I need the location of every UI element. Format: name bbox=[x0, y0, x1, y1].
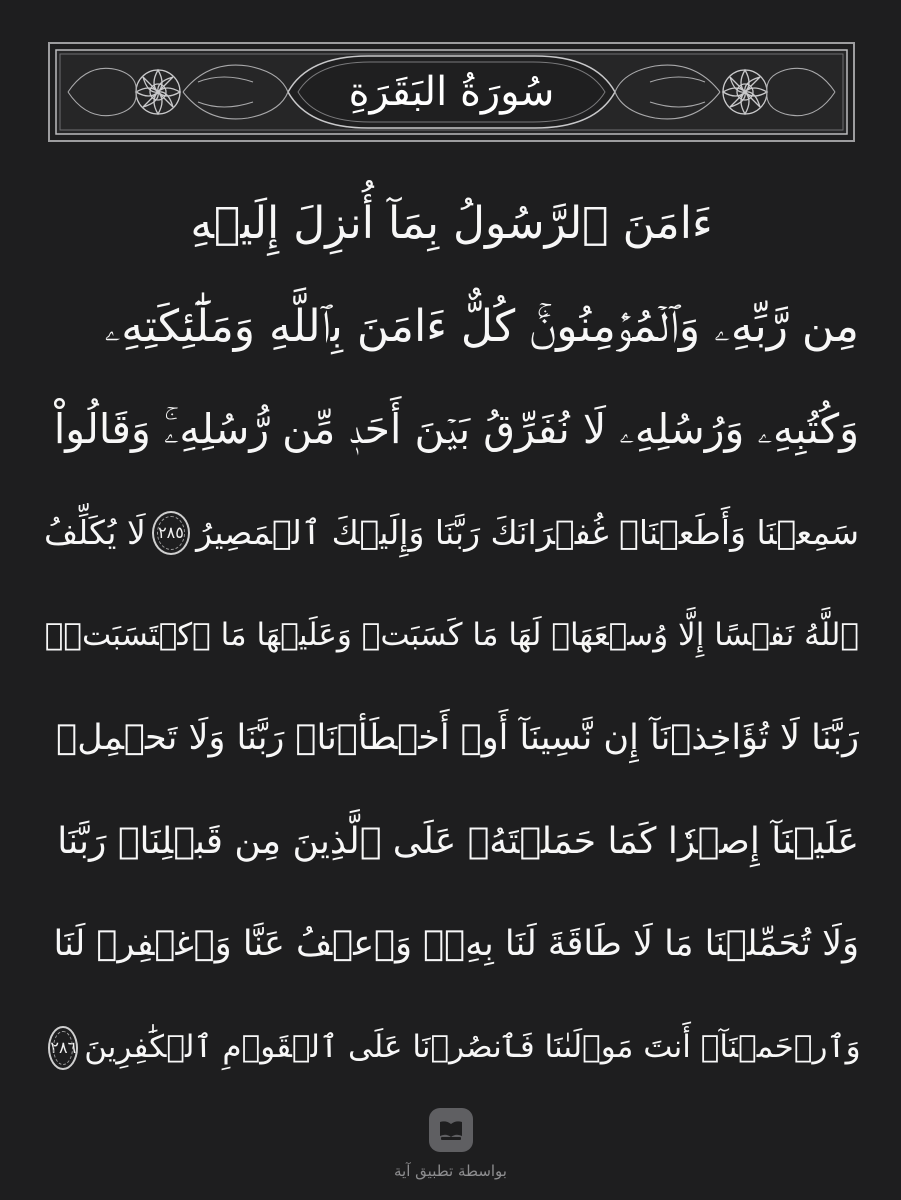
ayah-number-285-marker bbox=[152, 511, 190, 555]
verse-line-7: عَلَيۡنَآ إِصۡرٗا كَمَا حَمَلۡتَهُۥ عَلَى ٱلَّذِينَ مِن قَبۡلِنَاۚ رَبَّنَا bbox=[57, 820, 859, 862]
verse-line-4-tail: لَا يُكَلِّفُ bbox=[44, 513, 146, 552]
verse-line-9 bbox=[44, 996, 859, 1099]
surah-title: سُورَةُ البَقَرَةِ bbox=[348, 69, 555, 115]
credit-text: بواسطة تطبيق آية bbox=[394, 1162, 507, 1180]
footer bbox=[0, 1108, 901, 1188]
surah-header-frame bbox=[48, 42, 855, 142]
verse-line-2: مِن رَّبِّهِۦ وَٱلۡمُؤۡمِنُونَۚ كُلٌّ ءَامَنَ بِٱللَّهِ وَمَلَٰٓئِكَتِهِۦ bbox=[104, 300, 859, 352]
verse-line-6: رَبَّنَا لَا تُؤَاخِذۡنَآ إِن نَّسِينَآ أَوۡ أَخۡطَأۡنَاۚ رَبَّنَا وَلَا تَحۡمِلۡ bbox=[56, 718, 859, 758]
verses-block bbox=[44, 172, 859, 1092]
verse-line-9-text: وَٱرۡحَمۡنَآۚ أَنتَ مَوۡلَىٰنَا فَٱنصُرۡنَا عَلَى ٱلۡقَوۡمِ ٱلۡكَٰفِرِينَ bbox=[84, 1029, 861, 1065]
ayah-number-286: ٢٨٦ bbox=[50, 1037, 77, 1057]
verse-line-4-text: سَمِعۡنَا وَأَطَعۡنَاۖ غُفۡرَانَكَ رَبَّنَا وَإِلَيۡكَ ٱلۡمَصِيرُ bbox=[196, 513, 859, 552]
ayah-number-285: ٢٨٥ bbox=[158, 522, 184, 542]
verse-line-1: ءَامَنَ ٱلرَّسُولُ بِمَآ أُنزِلَ إِلَيۡهِ bbox=[190, 197, 713, 249]
verse-line-8: وَلَا تُحَمِّلۡنَا مَا لَا طَاقَةَ لَنَا بِهِۦۖ وَٱعۡفُ عَنَّا وَٱغۡفِرۡ لَنَا bbox=[53, 924, 859, 964]
ayah-number-286-marker bbox=[48, 1026, 78, 1070]
quran-book-icon[interactable] bbox=[429, 1108, 473, 1152]
verse-line-4 bbox=[44, 481, 859, 584]
verse-line-5: ٱللَّهُ نَفۡسًا إِلَّا وُسۡعَهَاۚ لَهَا مَا كَسَبَتۡ وَعَلَيۡهَا مَا ٱكۡتَسَبَتۡۗ bbox=[44, 617, 859, 653]
verse-line-3: وَكُتُبِهِۦ وَرُسُلِهِۦ لَا نُفَرِّقُ بَيۡنَ أَحَدٖ مِّن رُّسُلِهِۦۚ وَقَالُواْ bbox=[53, 405, 859, 453]
